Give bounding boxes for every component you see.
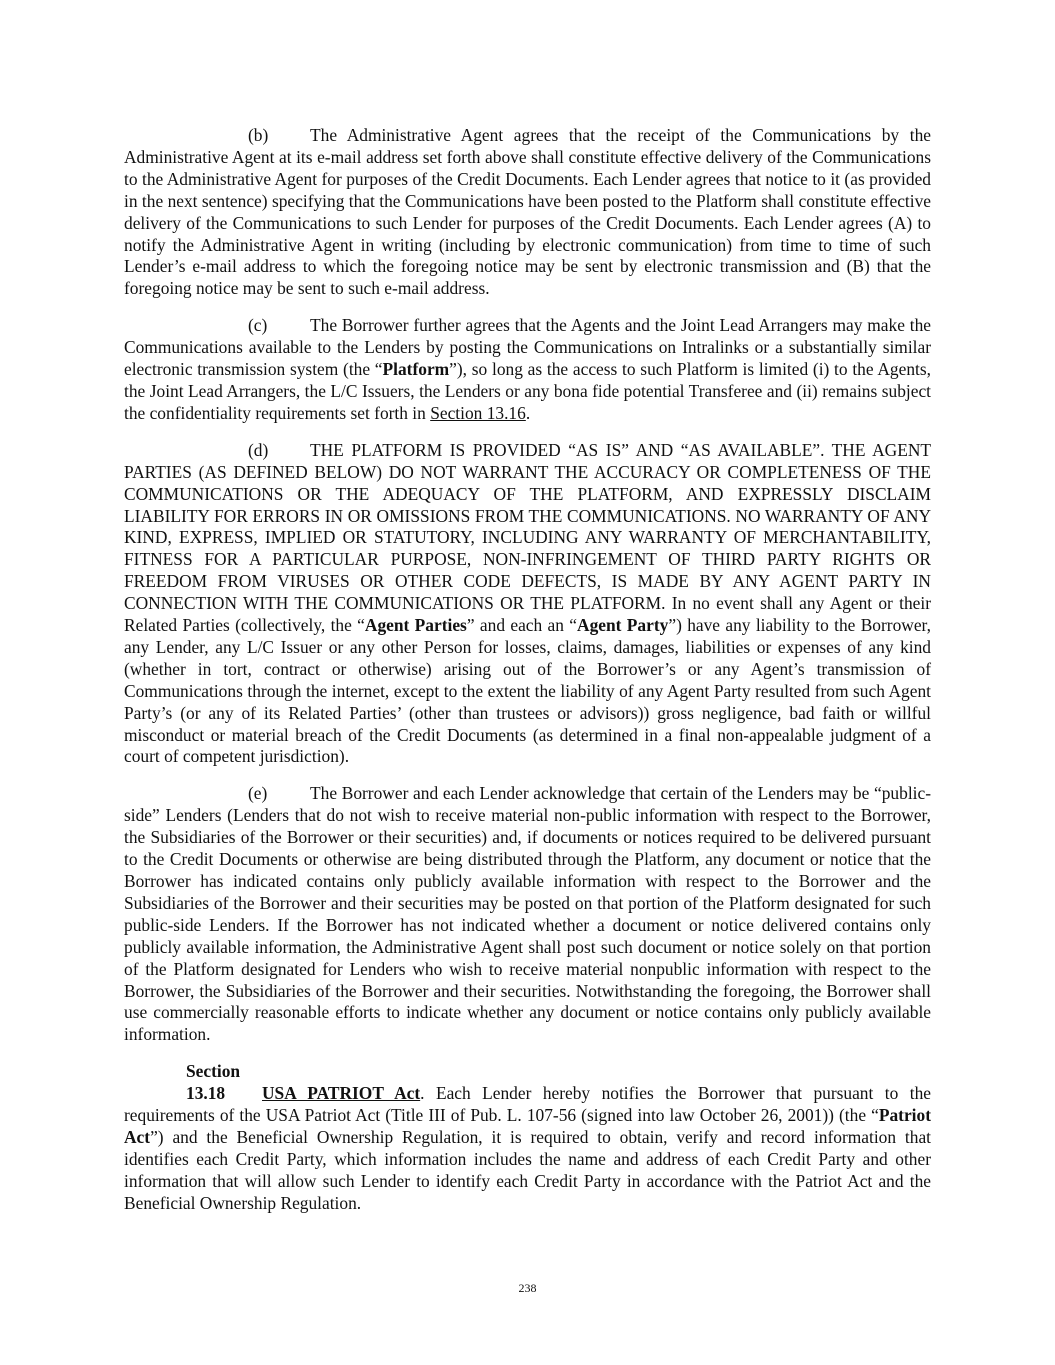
section-title: USA PATRIOT Act xyxy=(262,1083,421,1104)
document-page xyxy=(124,125,931,1230)
paragraph-marker-e: (e) xyxy=(248,783,268,804)
paragraph-c-text-2: ”), so long as the access to such Platform is limited (i) to the Agents, the Joint Lead Arrangers, the L/C Issuers, the Lenders or any bona fide potential Transferee and (ii) remains subject the confidentiality requirements set forth in xyxy=(124,359,931,423)
paragraph-marker-c: (c) xyxy=(248,315,268,336)
page-number: 238 xyxy=(518,1281,537,1295)
paragraph-marker-d: (d) xyxy=(248,439,269,460)
paragraph-b-text: The Administrative Agent agrees that the receipt of the Communications by the Administrative Agent at its e-mail address set forth above shall constitute effective delivery of the Communications to the Administrative Agent for purposes of the Credit Documents. Each Lender agrees that notice to it (as provided in the next sentence) specifying that the Communications have been posted to the Platform shall constitute effective delivery of the Communications to such Lender for purposes of the Credit Documents. Each Lender agrees (A) to notify the Administrative Agent in writing (including by electronic communication) from time to time of such Lender’s e-mail address to which the foregoing notice may be sent by electronic transmission and (B) that the foregoing notice may be sent to such e-mail address. xyxy=(124,125,931,299)
paragraph-b xyxy=(124,125,931,300)
paragraph-d xyxy=(124,440,931,769)
paragraph-d-text-2: ” and each an “ xyxy=(466,615,578,636)
paragraph-marker-b: (b) xyxy=(248,125,269,145)
paragraph-e-text: The Borrower and each Lender acknowledge that certain of the Lenders may be “public-side” Lenders (Lenders that do not wish to receive material non-public information with respect to the Borrower, the Subsidiaries of the Borrower or their securities) and, if documents or notices required to be delivered pursuant to the Credit Documents or otherwise are being distributed through the Platform, any document or notice that the Borrower has indicated contains only publicly available information with respect to the Borrower and the Subsidiaries of the Borrower and their securities may be posted on that portion of the Platform designated for such public-side Lenders. If the Borrower has not indicated whether a document or notice delivered contains only publicly available information, the Administrative Agent shall post such document or notice solely on that portion of the Platform designated for Lenders who wish to receive material nonpublic information with respect to the Borrower, the Subsidiaries of the Borrower and their securities. Notwithstanding the foregoing, the Borrower shall use commercially reasonable efforts to indicate whether any document or notice contains only publicly available information. xyxy=(124,783,931,1045)
defined-term-patriot-act: Patriot Act xyxy=(124,1105,931,1147)
paragraph-e xyxy=(124,783,931,1046)
paragraph-c xyxy=(124,315,931,425)
section-text-2: ”) and the Beneficial Ownership Regulation, it is required to obtain, verify and record information that identifies each Credit Party, which information includes the name and address of each Credit Party and other information that will allow such Lender to identify each Credit Party in accordance with the Patriot Act and the Beneficial Ownership Regulation. xyxy=(124,1126,931,1213)
paragraph-d-text-3: ”) have any liability to the Borrower, any Lender, any L/C Issuer or any other Person for losses, claims, damages, liabilities or expenses of any kind (whether in tort, contract or otherwise) arising out of the Borrower’s or any Agent’s transmission of Communications through the internet, except to the extent the liability of any Agent Party resulted from such Agent Party’s (or any of its Related Parties’ (other than trustees or advisors)) gross negligence, bad faith or willful misconduct or material breach of the Credit Documents (as determined in a final non-appealable judgment of a court of competent jurisdiction). xyxy=(124,615,932,767)
defined-term-platform: Platform xyxy=(382,359,450,380)
defined-term-agent-party: Agent Party xyxy=(577,615,669,636)
section-reference-link[interactable]: Section 13.16 xyxy=(430,402,526,423)
section-13-18 xyxy=(124,1061,931,1214)
section-number: Section 13.18 xyxy=(186,1061,241,1104)
section-text-1: . Each Lender hereby notifies the Borrower that pursuant to the requirements of the USA Patriot Act (Title III of Pub. L. 107-56 (signed into law October 26, 2001)) (the “ xyxy=(124,1083,931,1126)
paragraph-c-text-3: . xyxy=(525,402,531,423)
defined-term-agent-parties: Agent Parties xyxy=(364,615,467,636)
paragraph-c-text-1: The Borrower further agrees that the Agents and the Joint Lead Arrangers may make the Communications available to the Lenders by posting the Communications on Intralinks or a substantially similar electronic transmission system (the “ xyxy=(124,315,931,380)
paragraph-d-text-1: THE PLATFORM IS PROVIDED “AS IS” AND “AS AVAILABLE”. THE AGENT PARTIES (AS DEFINED BELOW) DO NOT WARRANT THE ACCURACY OR COMPLETENESS OF THE COMMUNICATIONS OR THE ADEQUACY OF THE PLATFORM, AND EXPRESSLY DISCLAIM LIABILITY FOR ERRORS IN OR OMISSIONS FROM THE COMMUNICATIONS. NO WARRANTY OF ANY KIND, EXPRESS, IMPLIED OR STATUTORY, INCLUDING ANY WARRANTY OF MERCHANTABILITY, FITNESS FOR A PARTICULAR PURPOSE, NON-INFRINGEMENT OF THIRD PARTY RIGHTS OR FREEDOM FROM VIRUSES OR OTHER CODE DEFECTS, IS MADE BY ANY AGENT PARTY IN CONNECTION WITH THE COMMUNICATIONS OR THE PLATFORM. In no event shall any Agent or their Related Parties (collectively, the “ xyxy=(124,439,931,636)
